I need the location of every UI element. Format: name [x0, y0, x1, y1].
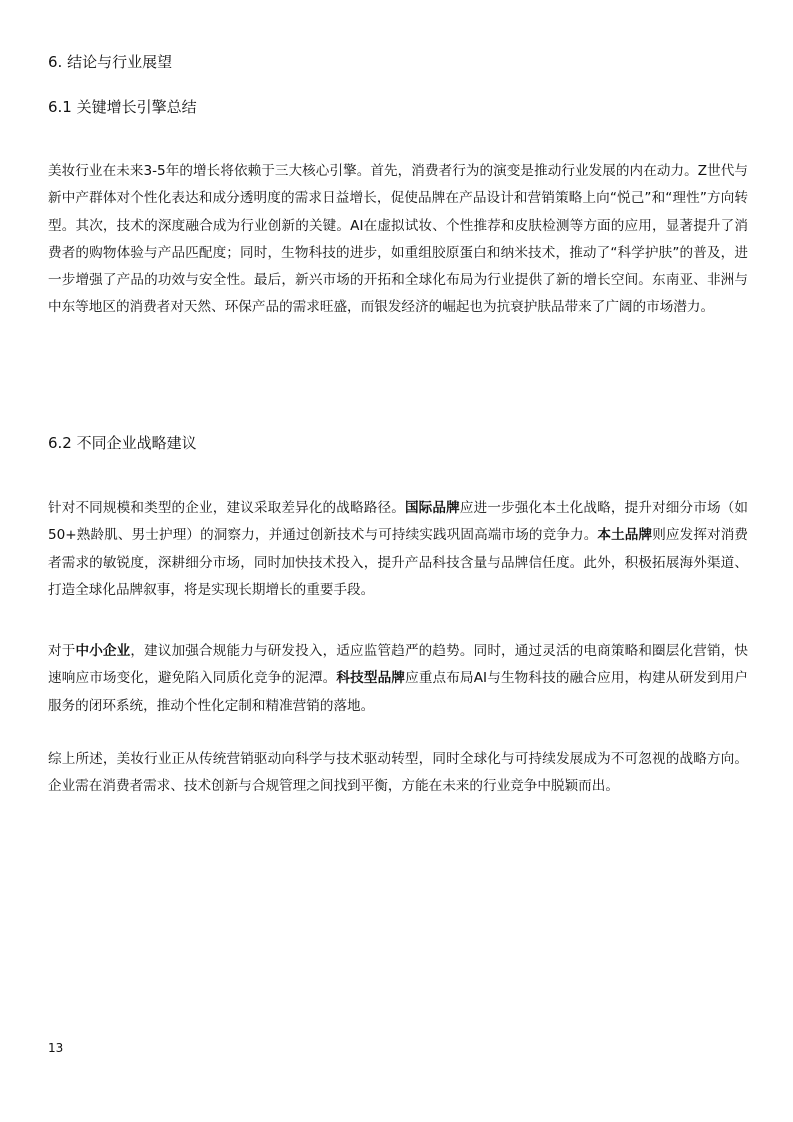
paragraph-strategy-intl-local: [48, 495, 748, 604]
bold-term-local-brand: 本土品牌: [597, 527, 653, 544]
text-run: 则应发挥对消费者需求的敏锐度，深耕细分市场，同时加快技术投入，提升产品科技含量与品牌信任度。此外，积极拓展海外渠道、打造全球化品牌叙事，将是实现长期增长的重要手段。: [48, 527, 749, 598]
text-run: 针对不同规模和类型的企业，建议采取差异化的战略路径。: [48, 500, 405, 516]
paragraph-growth-engines: 美妆行业在未来3-5年的增长将依赖于三大核心引擎。首先，消费者行为的演变是推动行业发展的内在动力。Z世代与新中产群体对个性化表达和成分透明度的需求日益增长，促使品牌在产品设计和营销策略上向“悦己”和“理性”方向转型。其次，技术的深度融合成为行业创新的关键。AI在虚拟试妆、个性推荐和皮肤检测等方面的应用，显著提升了消费者的购物体验与产品匹配度；同时，生物科技的进步，如重组胶原蛋白和纳米技术，推动了“科学护肤”的普及，进一步增强了产品的功效与安全性。最后，新兴市场的开拓和全球化布局为行业提供了新的增长空间。东南亚、非洲与中东等地区的消费者对天然、环保产品的需求旺盛，而银发经济的崛起也为抗衰护肤品带来了广阔的市场潜力。: [48, 163, 748, 316]
text-run: 应进一步强化本土化战略，提升对细分市场（如50+熟龄肌、男士护理）的洞察力，并通过创新技术与可持续实践巩固高端市场的竞争力。: [48, 500, 749, 544]
bold-term-sme: 中小企业: [75, 643, 131, 659]
paragraph-conclusion: 综上所述，美妆行业正从传统营销驱动向科学与技术驱动转型，同时全球化与可持续发展成为不可忽视的战略方向。企业需在消费者需求、技术创新与合规管理之间找到平衡，方能在未来的行业竞争中脱颖而出。: [48, 751, 748, 795]
subsection-heading-6-1: 6.1 关键增长引擎总结: [48, 98, 197, 116]
bold-term-tech-brand: 科技型品牌: [336, 670, 406, 687]
subsection-heading-6-2: 6.2 不同企业战略建议: [48, 434, 197, 452]
paragraph-strategy-sme-tech: [48, 638, 748, 720]
text-run: 应重点布局AI与生物科技的融合应用，构建从研发到用户服务的闭环系统，推动个性化定制和精准营销的落地。: [48, 670, 749, 714]
text-run: ，建议加强合规能力与研发投入，适应监管趋严的趋势。同时，通过灵活的电商策略和圈层化营销，快速响应市场变化，避免陷入同质化竞争的泥潭。: [48, 643, 749, 687]
text-run: 对于: [48, 643, 76, 659]
bold-term-intl-brand: 国际品牌: [404, 500, 460, 516]
page-number: 13: [48, 1041, 64, 1055]
section-heading: 6. 结论与行业展望: [48, 53, 173, 71]
